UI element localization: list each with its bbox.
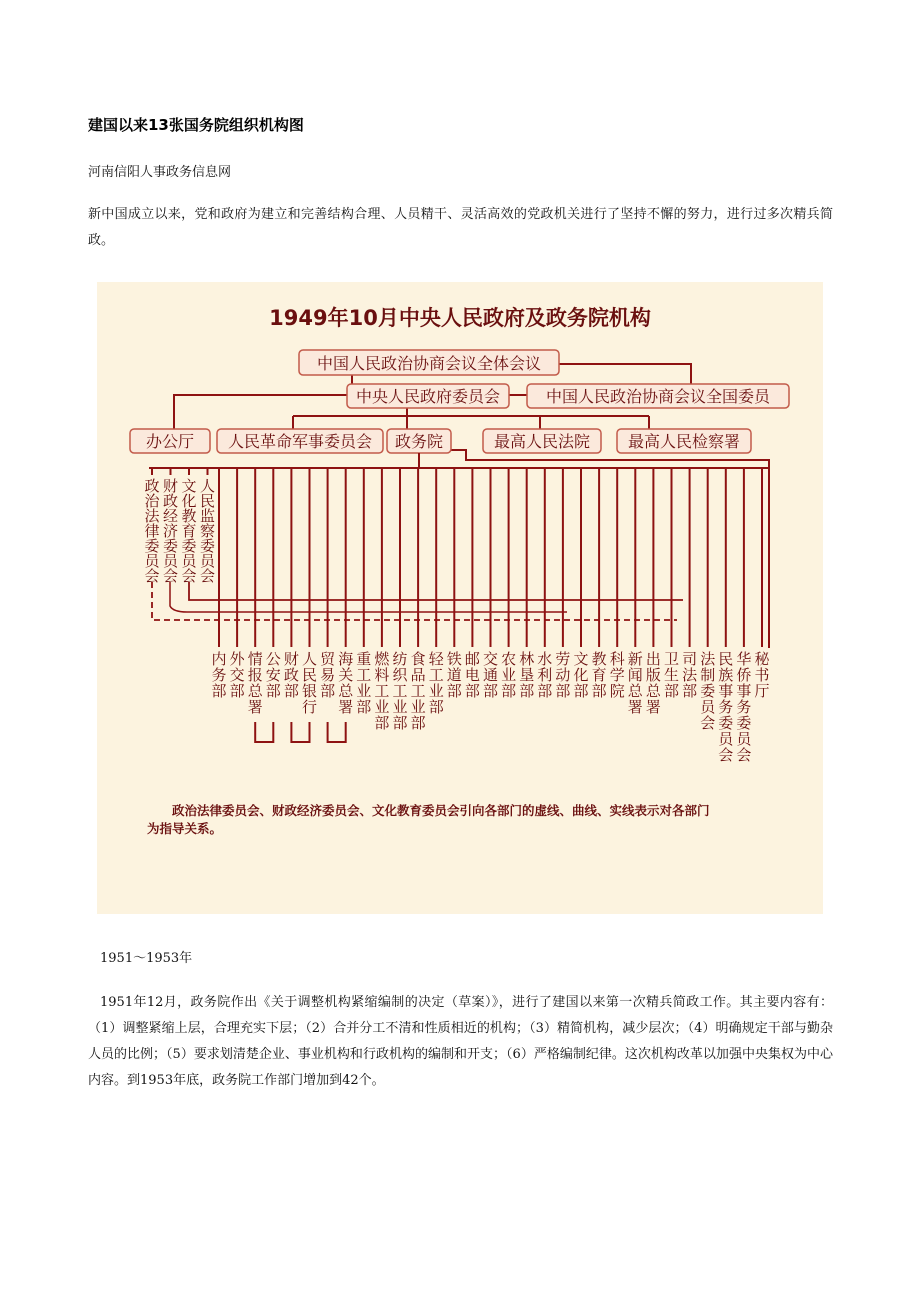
dept-post: 邮电部: [464, 650, 480, 700]
dept-academy: 科学院: [609, 650, 625, 700]
dept-water: 水利部: [537, 650, 553, 700]
dept-publishing: 出版总署: [645, 650, 661, 716]
box-cppcc-plenary-label: 中国人民政治协商会议全体会议: [316, 354, 542, 373]
dept-public_security: 公安部: [265, 650, 281, 700]
committee-finance_economic: 财政经济委员会: [162, 477, 179, 585]
committee-labels: [144, 477, 216, 585]
dept-ethnic: 民族事务委员会: [718, 650, 734, 764]
dept-culture: 文化部: [573, 650, 589, 700]
dept-fuel_industry: 燃料工业部: [374, 650, 390, 732]
box-cppcc-plenary: [299, 350, 559, 375]
dept-interior: 内务部: [211, 650, 227, 700]
intro-paragraph: 新中国成立以来，党和政府为建立和完善结构合理、人员精干、灵活高效的党政机关进行了坚持不懈的努力，进行过多次精兵简政。: [88, 207, 833, 248]
chart-title: 1949年10月中央人民政府及政务院机构: [269, 306, 651, 330]
finance-economic-guidance-curve: [170, 582, 567, 612]
dept-food_industry: 食品工业部: [410, 650, 426, 732]
dept-health: 卫生部: [663, 650, 680, 700]
dept-forestry: 林垦部: [519, 650, 535, 700]
box-supreme-court: [483, 429, 601, 453]
dept-press: 新闻总署: [627, 650, 643, 716]
dept-bank: 人民银行: [301, 650, 318, 716]
dept-education: 教育部: [591, 650, 607, 700]
box-supreme-procuratorate-label: 最高人民检察署: [627, 432, 741, 451]
chart-note-line-1: 政治法律委员会、财政经济委员会、文化教育委员会引向各部门的虚线、曲线、实线表示对各部门: [172, 803, 710, 818]
box-government-council: [387, 429, 451, 453]
dept-heavy_industry: 重工业部: [356, 650, 372, 716]
body-paragraph: 1951年12月，政务院作出《关于调整机构紧缩编制的决定（草案）》，进行了建国以来第一次精兵简政工作。其主要内容有：（1）调整紧缩上层，合理充实下层；（2）合并分工不清和性质相近的机构；（3）精简机构，减少层次；（4）明确规定干部与勤杂人员的比例；（5）要求划清楚企业、事业机构和行政机构的编制和开支；（6）严格编制纪律。这次机构改革以加强中央集权为中心内容。到1953年底，政务院工作部门增加到42个。: [88, 995, 833, 1088]
box-general-office: [130, 429, 210, 453]
box-military-committee-label: 人民革命军事委员会: [227, 432, 373, 451]
dept-legislation: 法制委员会: [700, 650, 716, 732]
org-chart-figure: [97, 282, 823, 914]
dept-justice: 司法部: [682, 650, 698, 700]
dept-intelligence: 情报总署: [247, 650, 263, 716]
dept-foreign: 外交部: [229, 650, 245, 700]
article-source: 河南信阳人事政务信息网: [88, 165, 232, 180]
box-government-council-label: 政务院: [394, 432, 444, 451]
dept-textile_industry: 纺织工业部: [392, 650, 408, 732]
committee-political_legal: 政治法律委员会: [144, 477, 160, 585]
box-cppcc-national-label: 中国人民政治协商会议全国委员: [545, 387, 771, 406]
dept-agriculture: 农业部: [501, 650, 517, 700]
committee-culture_education: 文化教育委员会: [181, 477, 197, 585]
box-supreme-procuratorate: [617, 429, 751, 453]
org-chart-svg: [97, 282, 823, 914]
period-heading: 1951～1953年: [100, 951, 193, 966]
box-military-committee: [217, 429, 383, 453]
box-central-government-label: 中央人民政府委员会: [355, 387, 501, 406]
dept-light_industry: 轻工业部: [428, 650, 444, 716]
bracket-trade-customs: [328, 722, 346, 742]
article-title: 建国以来13张国务院组织机构图: [88, 116, 304, 134]
dept-customs: 海关总署: [338, 650, 354, 716]
box-cppcc-national: [527, 384, 789, 408]
bracket-intelligence-security: [255, 722, 273, 742]
box-supreme-court-label: 最高人民法院: [493, 432, 591, 451]
dept-secretariat: 秘书厅: [754, 650, 770, 700]
dept-labor: 劳动部: [555, 650, 571, 700]
committee-supervision: 人民监察委员会: [199, 477, 216, 585]
chart-note-line-2: 为指导关系。: [147, 821, 223, 836]
dept-transport: 交通部: [482, 650, 499, 700]
box-general-office-label: 办公厅: [145, 432, 195, 451]
box-central-government: [347, 384, 509, 408]
dept-trade: 贸易部: [320, 650, 336, 700]
dept-overseas: 华侨事务委员会: [736, 650, 752, 764]
dept-railway: 铁道部: [446, 650, 462, 700]
bracket-finance-bank: [291, 722, 309, 742]
dept-finance: 财政部: [283, 650, 299, 700]
department-labels: [211, 650, 770, 764]
